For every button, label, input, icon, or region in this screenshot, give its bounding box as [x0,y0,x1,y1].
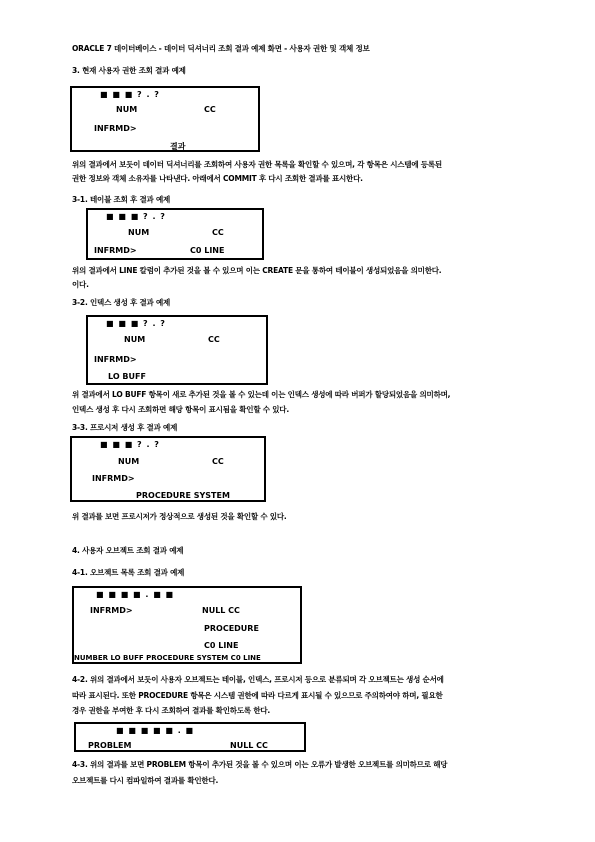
box6-right: NULL CC [230,741,268,750]
box5-foot: NUMBER LO BUFF PROCEDURE SYSTEM C0 LINE [74,654,261,662]
box4-col-b: CC [212,457,224,466]
subheading-5: 4-1. 오브젝트 목록 조회 결과 예제 [72,568,185,577]
output-box-5 [72,586,302,664]
box4-row-label: INFRMD> [92,474,135,483]
subheading-2: 3-1. 테이블 조회 후 결과 예제 [72,195,171,204]
box2-dots: ■ ■ ■ ? . ? [106,212,166,221]
para5-line-2: 따라 표시된다. 또한 PROCEDURE 항목은 시스템 권한에 따라 다르게 표시될 수 있으므로 주의하여야 하며, 필요한 [72,691,443,700]
para6-line-1: 4-3. 위의 결과를 보면 PROBLEM 항목이 추가된 것을 볼 수 있으며 이는 오류가 발생한 오브젝트를 의미하므로 해당 [72,760,448,769]
box2-row-value: C0 LINE [190,246,225,255]
box3-col-a: NUM [124,335,146,344]
para2-line-2: 이다. [72,280,89,289]
para1-line-2: 권한 정보와 객체 소유자를 나타낸다. 아래에서 COMMIT 후 다시 조회한 결과를 표시한다. [72,174,363,183]
box5-value-1: NULL CC [202,606,240,615]
box2-col-b: CC [212,228,224,237]
subheading-3: 3-2. 인덱스 생성 후 결과 예제 [72,298,171,307]
box3-row-label: INFRMD> [94,355,137,364]
box1-foot: 결과 [170,142,186,151]
box3-col-b: CC [208,335,220,344]
box1-col-b: CC [204,105,216,114]
header-line-2: 3. 현재 사용자 권한 조회 결과 예제 [72,66,186,75]
box1-dots: ■ ■ ■ ? . ? [100,90,160,99]
box1-row-label: INFRMD> [94,124,137,133]
output-box-1 [70,86,260,152]
section-2-heading: 4. 사용자 오브젝트 조회 결과 예제 [72,546,184,555]
box2-col-a: NUM [128,228,150,237]
box5-row-label: INFRMD> [90,606,133,615]
box4-foot: PROCEDURE SYSTEM [136,491,230,500]
para3-line-1: 위 결과에서 LO BUFF 항목이 새로 추가된 것을 볼 수 있는데 이는 인덱스 생성에 따라 버퍼가 할당되었음을 의미하며, [72,390,451,399]
para3-line-2: 인덱스 생성 후 다시 조회하면 해당 항목이 표시됨을 확인할 수 있다. [72,405,289,414]
box5-dots: ■ ■ ■ ■ . ■ ■ [96,590,175,599]
output-box-6 [74,722,306,752]
box3-foot: LO BUFF [108,372,146,381]
box5-value-3: C0 LINE [204,641,239,650]
box1-col-a: NUM [116,105,138,114]
para5-line-3: 경우 권한을 부여한 후 다시 조회하여 결과를 확인하도록 한다. [72,706,271,715]
output-box-3 [86,315,268,385]
para6-line-2: 오브젝트를 다시 컴파일하여 결과를 확인한다. [72,776,219,785]
box6-left: PROBLEM [88,741,132,750]
header-line-1: ORACLE 7 데이터베이스 - 데이터 딕셔너리 조회 결과 예제 화면 - 사용자 권한 및 객체 정보 [72,44,370,53]
para4: 위 결과를 보면 프로시저가 정상적으로 생성된 것을 확인할 수 있다. [72,512,287,521]
para5-line-1: 4-2. 위의 결과에서 보듯이 사용자 오브젝트는 테이블, 인덱스, 프로시저 등으로 분류되며 각 오브젝트는 생성 순서에 [72,675,444,684]
output-box-2 [86,208,264,260]
subheading-4: 3-3. 프로시저 생성 후 결과 예제 [72,423,178,432]
box4-col-a: NUM [118,457,140,466]
para1-line-1: 위의 결과에서 보듯이 데이터 딕셔너리를 조회하여 사용자 권한 목록을 확인할 수 있으며, 각 항목은 시스템에 등록된 [72,160,442,169]
output-box-4 [70,436,266,502]
para2-line-1: 위의 결과에서 LINE 칼럼이 추가된 것을 볼 수 있으며 이는 CREATE 문을 통하여 테이블이 생성되었음을 의미한다. [72,266,442,275]
box2-row-label: INFRMD> [94,246,137,255]
box4-dots: ■ ■ ■ ? . ? [100,440,160,449]
box3-dots: ■ ■ ■ ? . ? [106,319,166,328]
box6-dots: ■ ■ ■ ■ ■ . ■ [116,726,195,735]
box5-value-2: PROCEDURE [204,624,259,633]
